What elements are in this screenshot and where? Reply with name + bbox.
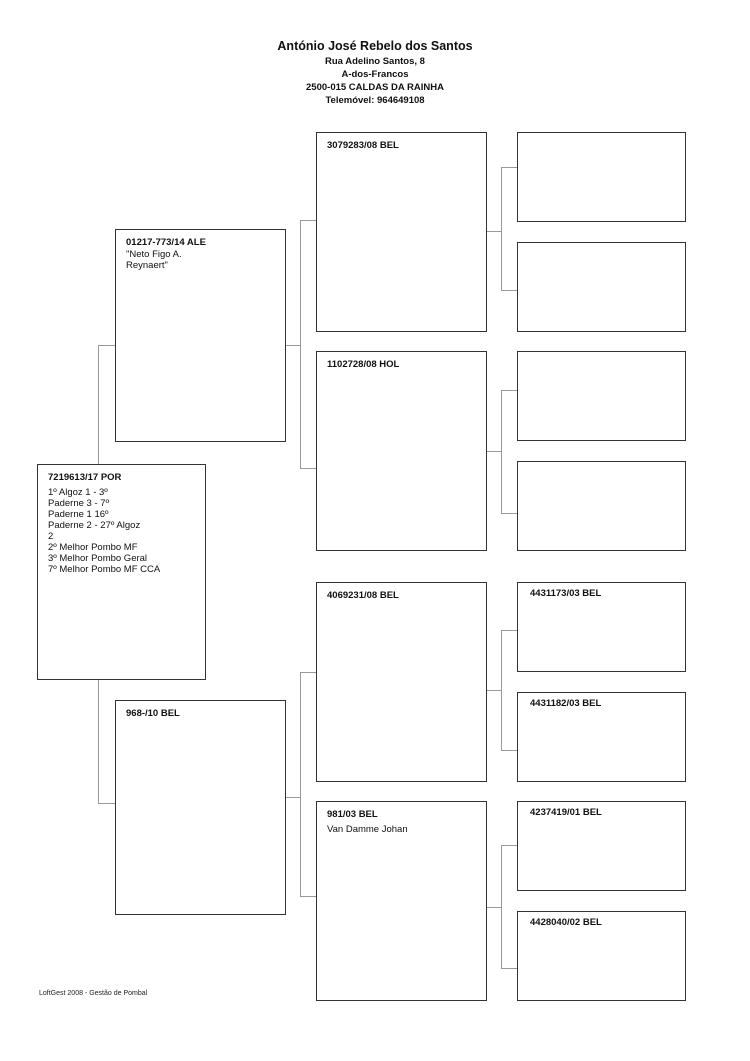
sire-ring-number: 01217-773/14 ALE <box>126 237 206 248</box>
dam-card <box>115 700 286 915</box>
grandparent-card <box>316 351 487 551</box>
great-grandparent-ring-number: 4431182/03 BEL <box>530 698 602 709</box>
connector-line <box>285 797 300 798</box>
sire-notes: "Neto Figo A. Reynaert" <box>126 249 182 271</box>
connector-line <box>501 513 517 514</box>
connector-line <box>501 750 517 751</box>
great-grandparent-ring-number: 4431173/03 BEL <box>530 588 602 599</box>
connector-line <box>501 845 502 968</box>
subject-pigeon-card <box>37 464 206 680</box>
connector-line <box>486 451 501 452</box>
connector-line <box>300 220 316 221</box>
great-grandparent-card <box>517 692 686 782</box>
great-grandparent-card <box>517 461 686 551</box>
connector-line <box>98 680 99 803</box>
connector-line <box>486 690 501 691</box>
grandparent-ring-number: 981/03 BEL <box>327 809 378 820</box>
connector-line <box>300 220 301 468</box>
breeder-locality: A-dos-Francos <box>341 69 409 80</box>
connector-line <box>501 390 502 513</box>
connector-line <box>98 345 99 465</box>
connector-line <box>285 345 300 346</box>
connector-line <box>98 803 115 804</box>
grandparent-ring-number: 1102728/08 HOL <box>327 359 400 370</box>
connector-line <box>501 845 517 846</box>
connector-line <box>300 896 316 897</box>
connector-line <box>501 630 517 631</box>
breeder-phone: Telemóvel: 964649108 <box>325 95 425 106</box>
great-grandparent-card <box>517 911 686 1001</box>
grandparent-card <box>316 132 487 332</box>
breeder-address: Rua Adelino Santos, 8 <box>325 56 425 67</box>
connector-line <box>501 390 517 391</box>
grandparent-notes: Van Damme Johan <box>327 824 408 835</box>
connector-line <box>300 672 301 896</box>
connector-line <box>486 231 501 232</box>
great-grandparent-card <box>517 351 686 441</box>
grandparent-card <box>316 801 487 1001</box>
great-grandparent-card <box>517 801 686 891</box>
great-grandparent-ring-number: 4237419/01 BEL <box>530 807 602 818</box>
great-grandparent-card <box>517 582 686 672</box>
footer-credit: LoftGest 2008 - Gestão de Pombal <box>39 990 148 997</box>
connector-line <box>300 468 316 469</box>
connector-line <box>501 167 502 290</box>
great-grandparent-card <box>517 132 686 222</box>
subject-notes: 1º Algoz 1 - 3º Paderne 3 - 7º Paderne 1 16º Paderne 2 - 27º Algoz 2 2º Melhor Pombo MF 3º Melhor Pombo Geral 7º Melhor Pombo MF CCA <box>48 487 161 575</box>
grandparent-card <box>316 582 487 782</box>
subject-ring-number: 7219613/17 POR <box>48 472 122 483</box>
grandparent-ring-number: 4069231/08 BEL <box>327 590 399 601</box>
sire-card <box>115 229 286 442</box>
connector-line <box>501 290 517 291</box>
dam-ring-number: 968-/10 BEL <box>126 708 180 719</box>
connector-line <box>501 167 517 168</box>
connector-line <box>486 907 501 908</box>
connector-line <box>501 630 502 750</box>
connector-line <box>501 968 517 969</box>
connector-line <box>300 672 316 673</box>
great-grandparent-card <box>517 242 686 332</box>
breeder-name: António José Rebelo dos Santos <box>277 39 473 53</box>
grandparent-ring-number: 3079283/08 BEL <box>327 140 399 151</box>
breeder-postal-code: 2500-015 CALDAS DA RAINHA <box>306 82 444 93</box>
connector-line <box>98 345 115 346</box>
great-grandparent-ring-number: 4428040/02 BEL <box>530 917 602 928</box>
